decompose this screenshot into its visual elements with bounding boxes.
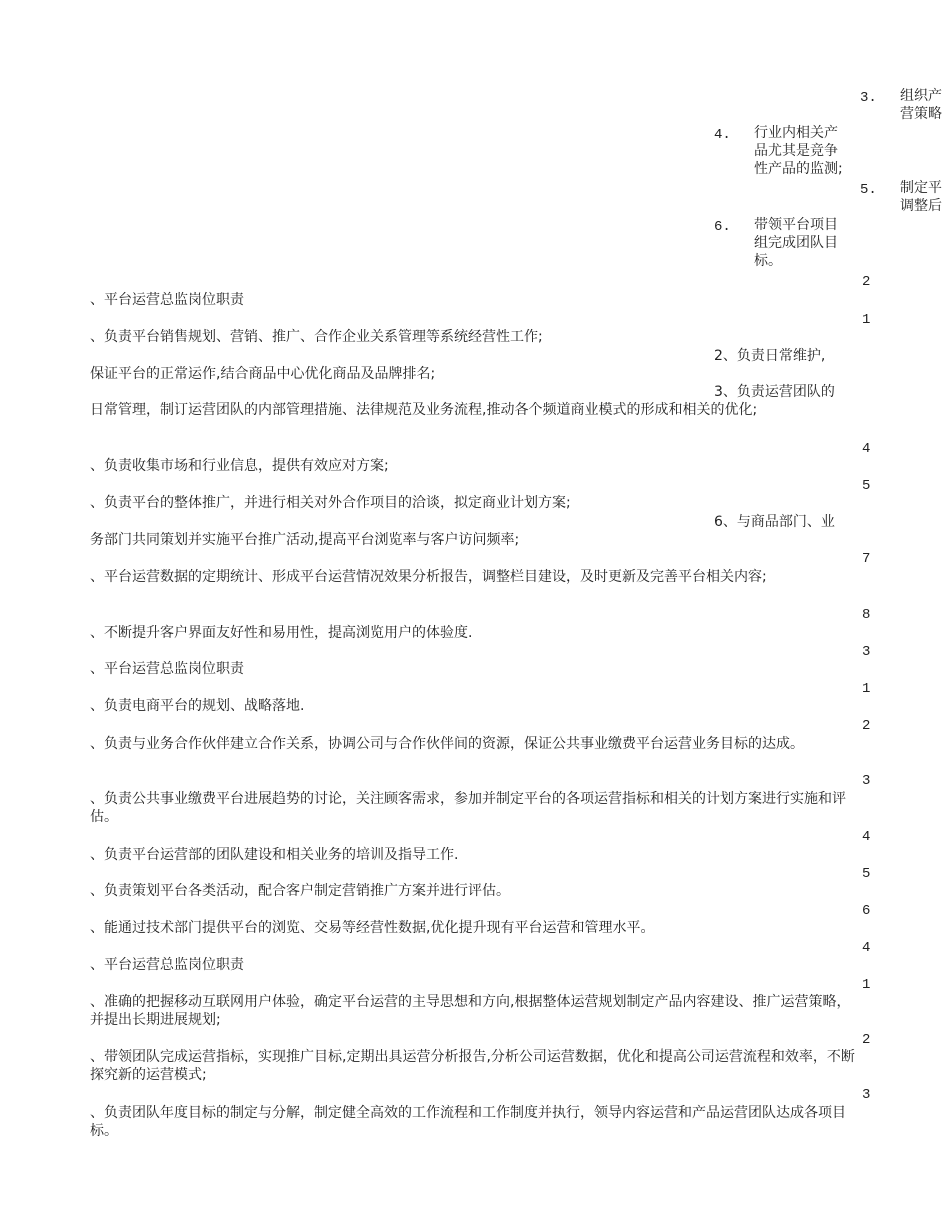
body-paragraph: 、准确的把握移动互联网用户体验，确定平台运营的主导思想和方向,根据整体运营规划制定产品内容建设、推广运营策略，并提出长期进展规划; bbox=[90, 994, 851, 1028]
section-marker: 4 bbox=[862, 441, 871, 457]
section-heading: 、平台运营总监岗位职责 bbox=[90, 292, 244, 308]
section-marker: 3 bbox=[862, 644, 871, 660]
item-number: 6. bbox=[714, 219, 731, 235]
body-line: 、负责平台销售规划、营销、推广、合作企业关系管理等系统经营性工作; bbox=[90, 329, 543, 345]
section-marker: 3 bbox=[862, 773, 871, 789]
section-marker: 2 bbox=[862, 274, 871, 290]
item-number: 5. bbox=[860, 182, 877, 198]
item-text: 制定平 调整后 bbox=[900, 180, 942, 214]
body-line: 务部门共同策划并实施平台推广活动,提高平台浏览率与客户访问频率; bbox=[90, 532, 520, 548]
section-marker: 8 bbox=[862, 607, 871, 623]
body-line: 、负责平台运营部的团队建设和相关业务的培训及指导工作. bbox=[90, 847, 459, 863]
body-paragraph: 、平台运营数据的定期统计、形成平台运营情况效果分析报告，调整栏目建设，及时更新及完善平台相关内容; bbox=[90, 569, 767, 585]
body-line: 6、与商品部门、业 bbox=[714, 514, 835, 530]
section-marker: 4 bbox=[862, 940, 871, 956]
item-text: 带领平台项目 组完成团队目 标。 bbox=[754, 217, 838, 269]
item-number: 3. bbox=[860, 90, 877, 106]
item-text: 行业内相关产 品尤其是竞争 性产品的监测; bbox=[754, 125, 843, 177]
body-line: 、负责电商平台的规划、战略落地. bbox=[90, 698, 305, 714]
body-line: 、不断提升客户界面友好性和易用性，提高浏览用户的体验度. bbox=[90, 625, 473, 641]
section-marker: 4 bbox=[862, 829, 871, 845]
body-line: 保证平台的正常运作,结合商品中心优化商品及品牌排名; bbox=[90, 366, 436, 382]
section-marker: 6 bbox=[862, 903, 871, 919]
body-paragraph: 、负责公共事业缴费平台进展趋势的讨论，关注顾客需求，参加并制定平台的各项运营指标和相关的计划方案进行实施和评估。 bbox=[90, 791, 846, 825]
section-heading: 、平台运营总监岗位职责 bbox=[90, 661, 244, 677]
section-marker: 1 bbox=[862, 977, 871, 993]
item-number: 4. bbox=[714, 127, 731, 143]
section-marker: 1 bbox=[862, 681, 871, 697]
body-paragraph: 日常管理，制订运营团队的内部管理措施、法律规范及业务流程,推动各个频道商业模式的形成和相关的优化; bbox=[90, 402, 758, 418]
body-line: 3、负责运营团队的 bbox=[714, 384, 835, 400]
body-paragraph: 、负责团队年度目标的制定与分解，制定健全高效的工作流程和工作制度并执行，领导内容运营和产品运营团队达成各项目标。 bbox=[90, 1105, 846, 1139]
body-line: 、负责策划平台各类活动，配合客户制定营销推广方案并进行评估。 bbox=[90, 883, 510, 899]
section-marker: 7 bbox=[862, 551, 871, 567]
section-heading: 、平台运营总监岗位职责 bbox=[90, 957, 244, 973]
body-line: 、能通过技术部门提供平台的浏览、交易等经营性数据,优化提升现有平台运营和管理水平。 bbox=[90, 920, 655, 936]
section-marker: 3 bbox=[862, 1087, 871, 1103]
item-text: 组织产 营策略 bbox=[900, 88, 942, 122]
body-paragraph: 、带领团队完成运营指标，实现推广目标,定期出具运营分析报告,分析公司运营数据，优化和提高公司运营流程和效率，不断探究新的运营模式; bbox=[90, 1049, 855, 1083]
section-marker: 5 bbox=[862, 478, 871, 494]
section-marker: 5 bbox=[862, 866, 871, 882]
section-marker: 1 bbox=[862, 312, 871, 328]
section-marker: 2 bbox=[862, 718, 871, 734]
section-marker: 2 bbox=[862, 1032, 871, 1048]
body-line: 、负责收集市场和行业信息，提供有效应对方案; bbox=[90, 458, 389, 474]
body-paragraph: 、负责与业务合作伙伴建立合作关系，协调公司与合作伙伴间的资源，保证公共事业缴费平台运营业务目标的达成。 bbox=[90, 736, 804, 752]
body-line: 、负责平台的整体推广，并进行相关对外合作项目的洽谈，拟定商业计划方案; bbox=[90, 495, 571, 511]
body-line: 2、负责日常维护, bbox=[714, 348, 826, 364]
